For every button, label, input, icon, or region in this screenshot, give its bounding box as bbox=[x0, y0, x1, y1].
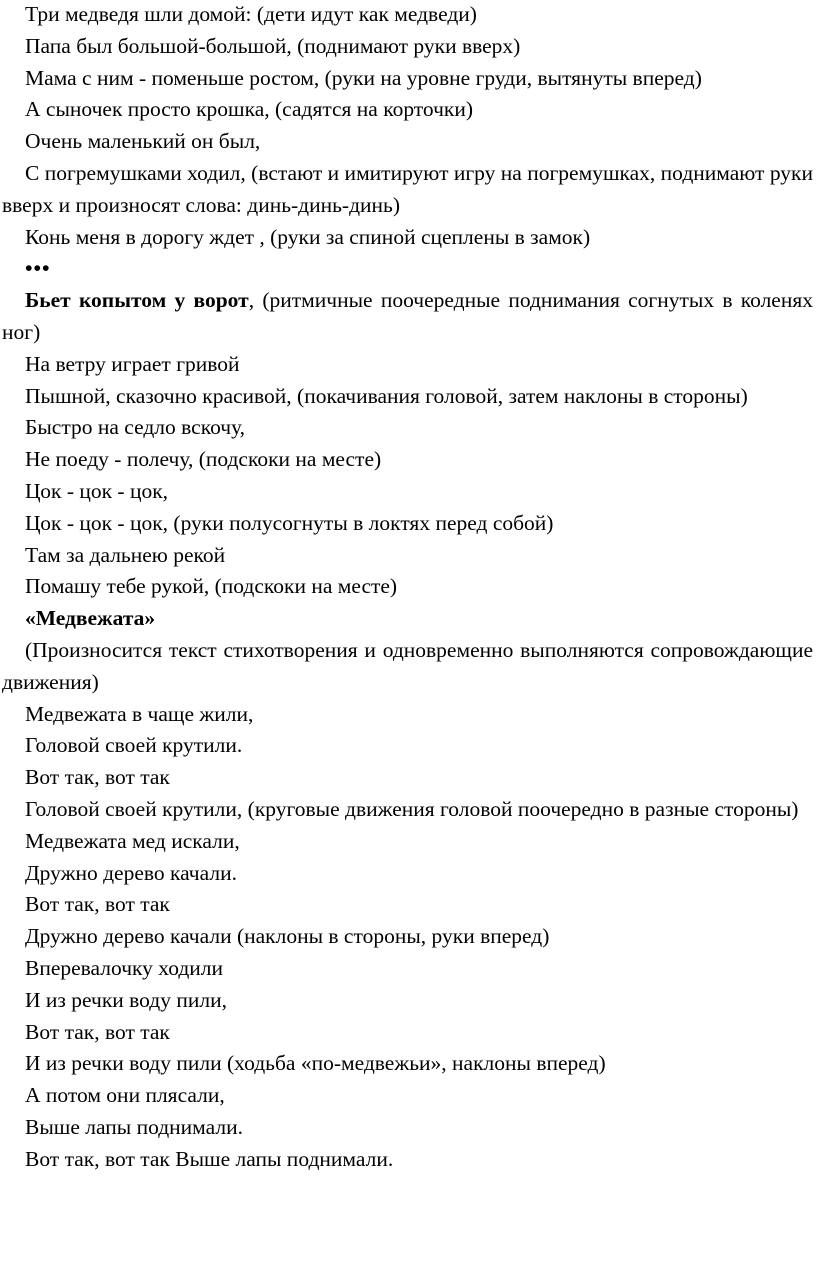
text-line: Цок - цок - цок, (руки полусогнуты в локтях перед собой) bbox=[25, 510, 554, 535]
text-line: А сыночек просто крошка, (садятся на корточки) bbox=[25, 97, 474, 122]
bold-phrase: Бьет копытом у ворот bbox=[25, 288, 249, 313]
text-paragraph: Головой своей крутили, (круговые движения головой поочередно в разные стороны) bbox=[25, 796, 799, 821]
text-line: Помашу тебе рукой, (подскоки на месте) bbox=[25, 574, 398, 599]
text-line: Медвежата мед искали, bbox=[25, 828, 240, 853]
text-line: Папа был большой-большой, (поднимают руки вверх) bbox=[25, 33, 521, 58]
text-paragraph: С погремушками ходил, (встают и имитируют игру на погремушках, поднимают руки вверх и произносят слова: динь-динь-динь) bbox=[2, 160, 813, 217]
text-paragraph bbox=[2, 285, 813, 349]
text-line: Дружно дерево качали (наклоны в стороны, руки вперед) bbox=[25, 924, 550, 949]
text-line: Вот так, вот так bbox=[25, 765, 170, 790]
text-line: Конь меня в дорогу ждет , (руки за спиной сцеплены в замок) bbox=[25, 224, 591, 249]
text-line: Очень маленький он был, bbox=[25, 129, 261, 154]
text-line: Мама с ним - поменьше ростом, (руки на уровне груди, вытянуты вперед) bbox=[25, 65, 702, 90]
text-line: Вот так, вот так Выше лапы поднимали. bbox=[25, 1146, 394, 1171]
text-line: Не поеду - полечу, (подскоки на месте) bbox=[25, 447, 382, 472]
text-line: Медвежата в чаще жили, bbox=[25, 701, 254, 726]
text-line: На ветру играет гривой bbox=[25, 351, 240, 376]
ellipsis-separator: ••• bbox=[25, 256, 51, 281]
text-line: И из речки воду пили (ходьба «по-медвежьи», наклоны вперед) bbox=[25, 1051, 606, 1076]
text-line: Выше лапы поднимали. bbox=[25, 1114, 243, 1139]
text-run: , (ритмичные поочередные поднимания согнутых в коленях ног) bbox=[2, 288, 813, 344]
text-line: Дружно дерево качали. bbox=[25, 860, 237, 885]
text-line: Цок - цок - цок, bbox=[25, 478, 169, 503]
text-line: И из речки воду пили, bbox=[25, 987, 227, 1012]
text-paragraph: Пышной, сказочно красивой, (покачивания головой, затем наклоны в стороны) bbox=[25, 383, 748, 408]
text-line: Вот так, вот так bbox=[25, 1019, 170, 1044]
text-line: Вперевалочку ходили bbox=[25, 955, 224, 980]
text-line: Вот так, вот так bbox=[25, 892, 170, 917]
document-body bbox=[2, 0, 813, 1175]
text-line: Три медведя шли домой: (дети идут как медведи) bbox=[25, 2, 477, 26]
text-line: А потом они плясали, bbox=[25, 1083, 225, 1108]
text-paragraph: (Произносится текст стихотворения и одновременно выполняются сопровождающие движения) bbox=[2, 637, 813, 694]
text-line: Там за дальнею рекой bbox=[25, 542, 226, 567]
section-title: «Медвежата» bbox=[25, 606, 156, 631]
text-line: Быстро на седло вскочу, bbox=[25, 415, 246, 440]
text-line: Головой своей крутили. bbox=[25, 733, 243, 758]
